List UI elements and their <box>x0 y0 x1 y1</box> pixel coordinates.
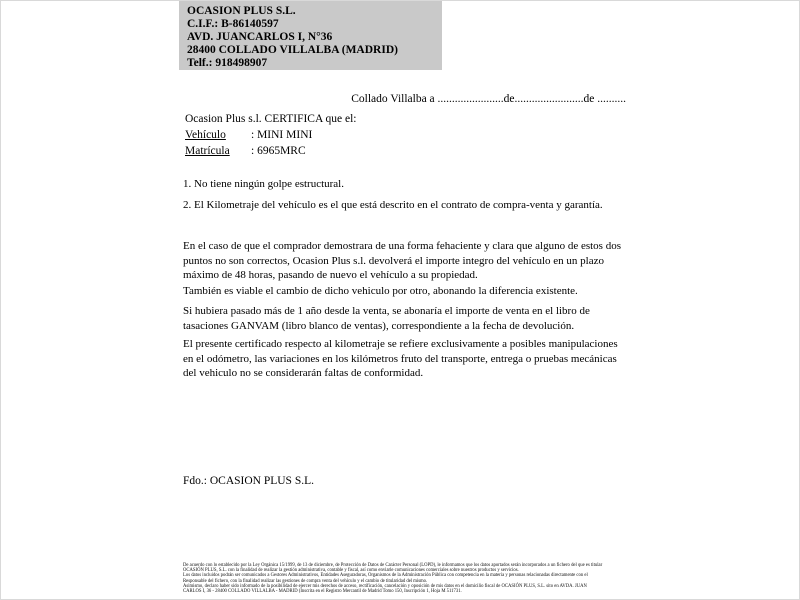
company-phone: Telf.: 918498907 <box>187 57 268 69</box>
plate-value: : 6965MRC <box>251 145 306 157</box>
company-name: OCASION PLUS S.L. <box>187 5 296 17</box>
vehicle-label-wrap <box>185 129 251 141</box>
certified-point-1: 1. No tiene ningún golpe estructural. <box>183 178 344 190</box>
paragraph-refund: En el caso de que el comprador demostrara de una forma fehaciente y clara que alguno de estos dos puntos no son correctos, Ocasion Plus s.l. devolverá el importe integro del vehículo en un plazo máximo de 48 horas, pasando de nuevo el vehículo a su propiedad. <box>183 240 621 281</box>
vehicle-value: : MINI MINI <box>251 129 313 141</box>
plate-label: Matrícula <box>185 145 230 157</box>
company-city: 28400 COLLADO VILLALBA (MADRID) <box>187 44 398 56</box>
legal-footer-line: Responsable del fichero, con la finalidad realizar las gestiones de compra venta del vehículo y el cambio de titularidad del mismo. <box>183 578 428 584</box>
legal-footer-line: Asimismo, declaro haber sido informado de la posibilidad de ejercer mis derechos de acceso, rectificación, cancelación y oposición de mis datos en el domicilio fiscal de OCASIÓN PLUS, S.L. sito en AVDA. JUAN <box>183 583 587 589</box>
legal-footer <box>183 563 623 594</box>
certified-point-2: 2. El Kilometraje del vehículo es el que está descrito en el contrato de compra-venta y garantía. <box>183 199 603 211</box>
vehicle-line <box>185 129 312 141</box>
plate-label-wrap <box>185 145 251 157</box>
company-cif: C.I.F.: B-86140597 <box>187 18 279 30</box>
date-line: Collado Villalba a .......................de........................de .......... <box>351 93 626 105</box>
paragraph-ganvam: Si hubiera pasado más de 1 año desde la venta, se abonaría el importe de venta en el libro de tasaciones GANVAM (libro blanco de ventas), correspondiente a la fecha de devolución. <box>183 305 590 332</box>
signature-line: Fdo.: OCASION PLUS S.L. <box>183 475 314 487</box>
legal-footer-line: De acuerdo con lo establecido por la Ley Orgánica 15/1999, de 13 de diciembre, de Protección de Datos de Carácter Personal (LOPD), le informamos que los datos aportados serán incorporados a un fichero del que es titular <box>183 563 603 568</box>
legal-footer-line: OCASIÓN PLUS, S.L. con la finalidad de realizar la gestión administrativa, contable y fiscal, así como enviarle comunicaciones comerciales sobre nuestros productos y servicios. <box>183 568 519 574</box>
legal-footer-line: CARLOS I, 36 - 28400 COLLADO VILLALBA - MADRID (Inscrita en el Registro Mercantil de Madrid Tomo 150, Inscripción 1, Hoja M 511731. <box>183 589 462 595</box>
company-address: AVD. JUANCARLOS I, N°36 <box>187 31 333 43</box>
paragraph-odometer: El presente certificado respecto al kilometraje se refiere exclusivamente a posibles manipulaciones en el odómetro, las variaciones en los kilómetros fruto del transporte, entrega o pruebas mecánicas del vehiculo no se considerarán faltas de conformidad. <box>183 338 618 379</box>
legal-footer-line: Los datos incluidos podrán ser comunicados a Gestores Administrativos, Entidades Aseguradoras, Organismos de la Administración Pública con competencia en la materia y personas relacionadas directamente con el <box>183 573 588 579</box>
vehicle-label: Vehículo <box>185 129 226 141</box>
company-header-block <box>179 1 442 70</box>
plate-line <box>185 145 306 157</box>
paragraph-exchange: También es viable el cambio de dicho vehiculo por otro, abonando la diferencia existente. <box>183 285 578 297</box>
certifica-statement: Ocasion Plus s.l. CERTIFICA que el: <box>185 113 357 125</box>
